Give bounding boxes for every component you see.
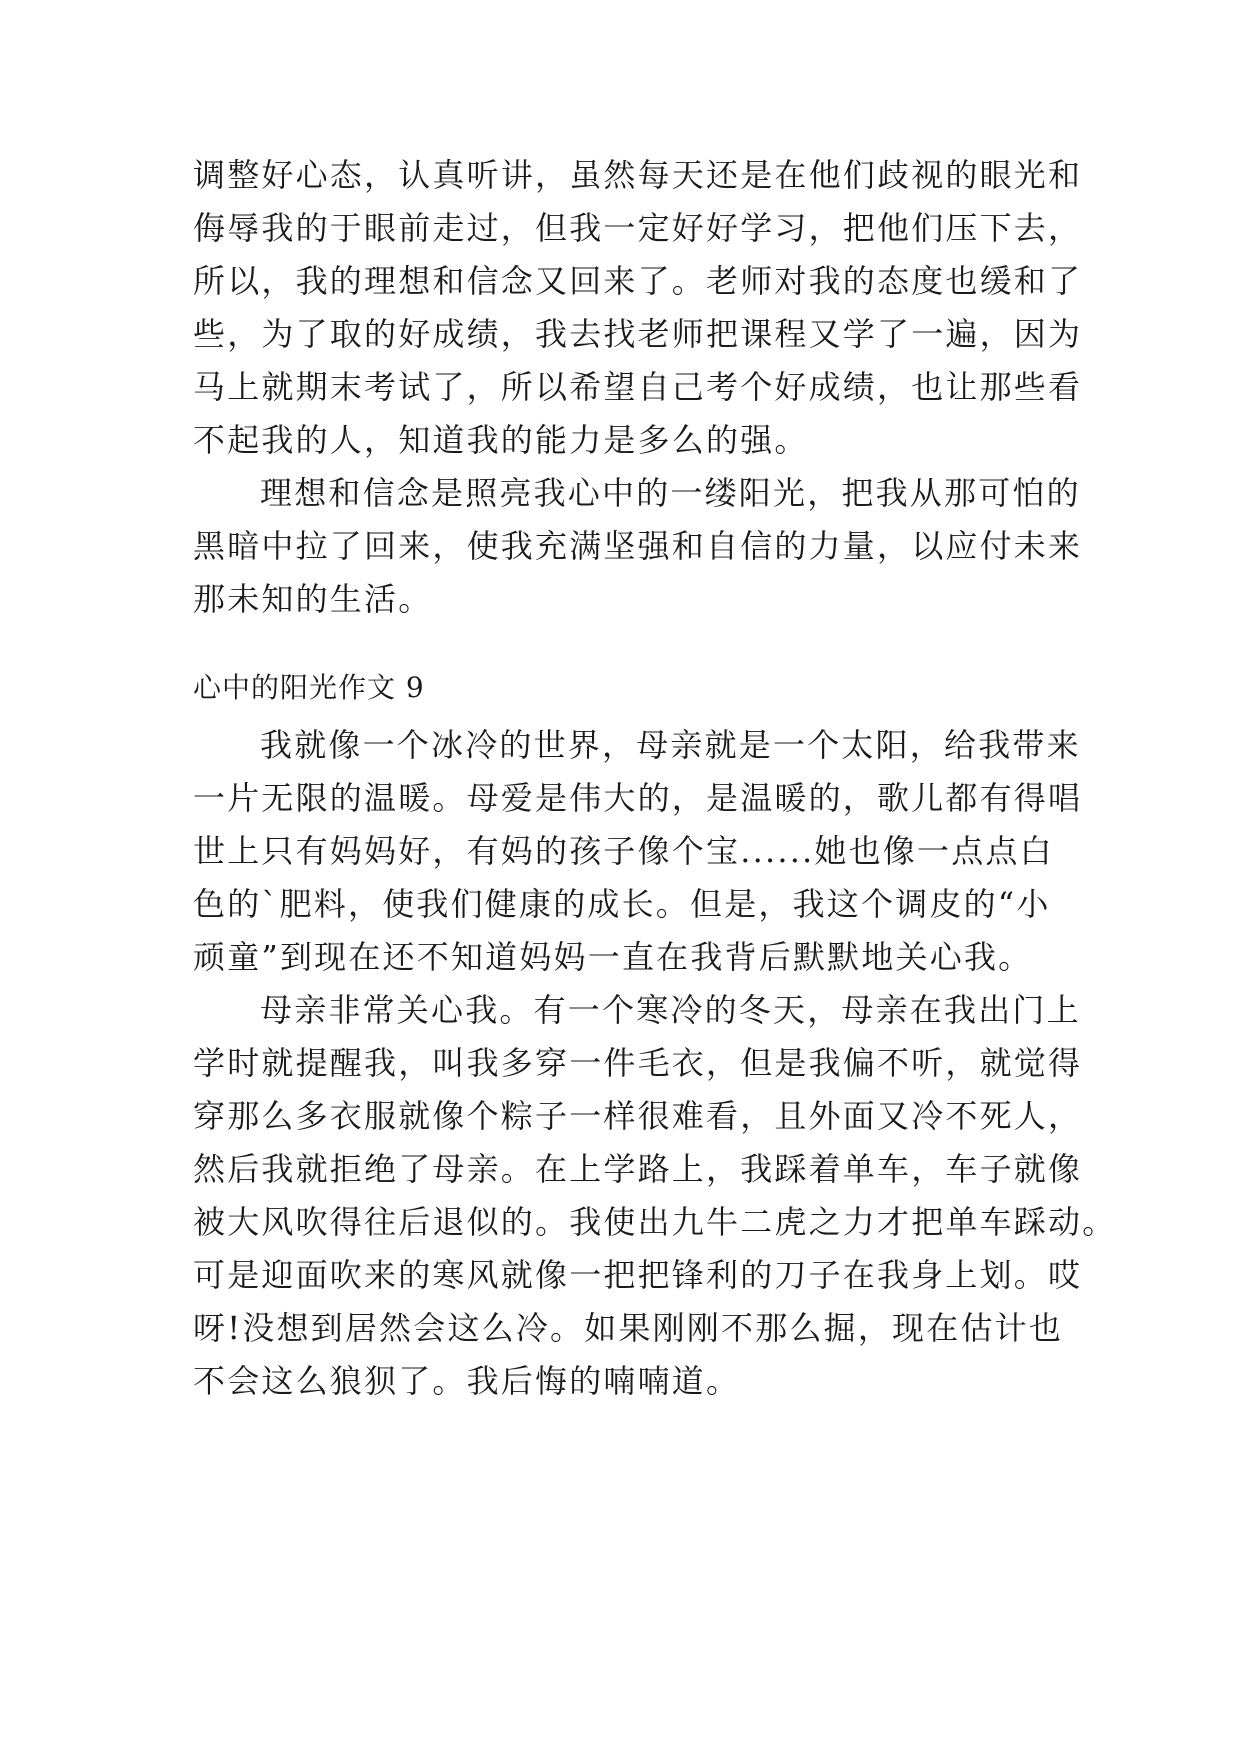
paragraph-line: 所以，我的理想和信念又回来了。老师对我的态度也缓和了 bbox=[193, 262, 1083, 300]
paragraph-line: 那未知的生活。 bbox=[193, 580, 433, 618]
paragraph-line: 侮辱我的于眼前走过，但我一定好好学习，把他们压下去， bbox=[193, 209, 1083, 247]
paragraph-line: 不起我的人，知道我的能力是多么的强。 bbox=[193, 421, 809, 459]
section-heading: 心中的阳光作文 9 bbox=[193, 671, 425, 704]
paragraph-line: 不会这么狼狈了。我后悔的喃喃道。 bbox=[193, 1362, 741, 1400]
paragraph-line: 呀!没想到居然会这么冷。如果刚刚不那么掘，现在估计也 bbox=[193, 1309, 1064, 1347]
paragraph-line: 世上只有妈妈好，有妈的孩子像个宝......她也像一点点白 bbox=[193, 832, 1054, 870]
paragraph-line: 马上就期末考试了，所以希望自己考个好成绩，也让那些看 bbox=[193, 368, 1083, 406]
paragraph-line: 调整好心态，认真听讲，虽然每天还是在他们歧视的眼光和 bbox=[193, 156, 1083, 194]
paragraph-line: 色的`肥料，使我们健康的成长。但是，我这个调皮的“小 bbox=[193, 885, 1051, 923]
paragraph-line: 些，为了取的好成绩，我去找老师把课程又学了一遍，因为 bbox=[193, 315, 1083, 353]
paragraph-line: 理想和信念是照亮我心中的一缕阳光，把我从那可怕的 bbox=[260, 474, 1081, 512]
paragraph-line: 然后我就拒绝了母亲。在上学路上，我踩着单车，车子就像 bbox=[193, 1150, 1083, 1188]
paragraph-line: 被大风吹得往后退似的。我使出九牛二虎之力才把单车踩动。 bbox=[193, 1203, 1117, 1241]
paragraph-line: 学时就提醒我，叫我多穿一件毛衣，但是我偏不听，就觉得 bbox=[193, 1044, 1083, 1082]
paragraph-line: 一片无限的温暖。母爱是伟大的，是温暖的，歌儿都有得唱 bbox=[193, 779, 1083, 817]
paragraph-line: 可是迎面吹来的寒风就像一把把锋利的刀子在我身上划。哎 bbox=[193, 1256, 1083, 1294]
paragraph-line: 顽童”到现在还不知道妈妈一直在我背后默默地关心我。 bbox=[193, 938, 1033, 976]
paragraph-line: 穿那么多衣服就像个粽子一样很难看，且外面又冷不死人， bbox=[193, 1097, 1083, 1135]
paragraph-line: 母亲非常关心我。有一个寒冷的冬天，母亲在我出门上 bbox=[260, 991, 1081, 1029]
paragraph-line: 黑暗中拉了回来，使我充满坚强和自信的力量，以应付未来 bbox=[193, 527, 1083, 565]
paragraph-line: 我就像一个冰冷的世界，母亲就是一个太阳，给我带来 bbox=[260, 726, 1081, 764]
